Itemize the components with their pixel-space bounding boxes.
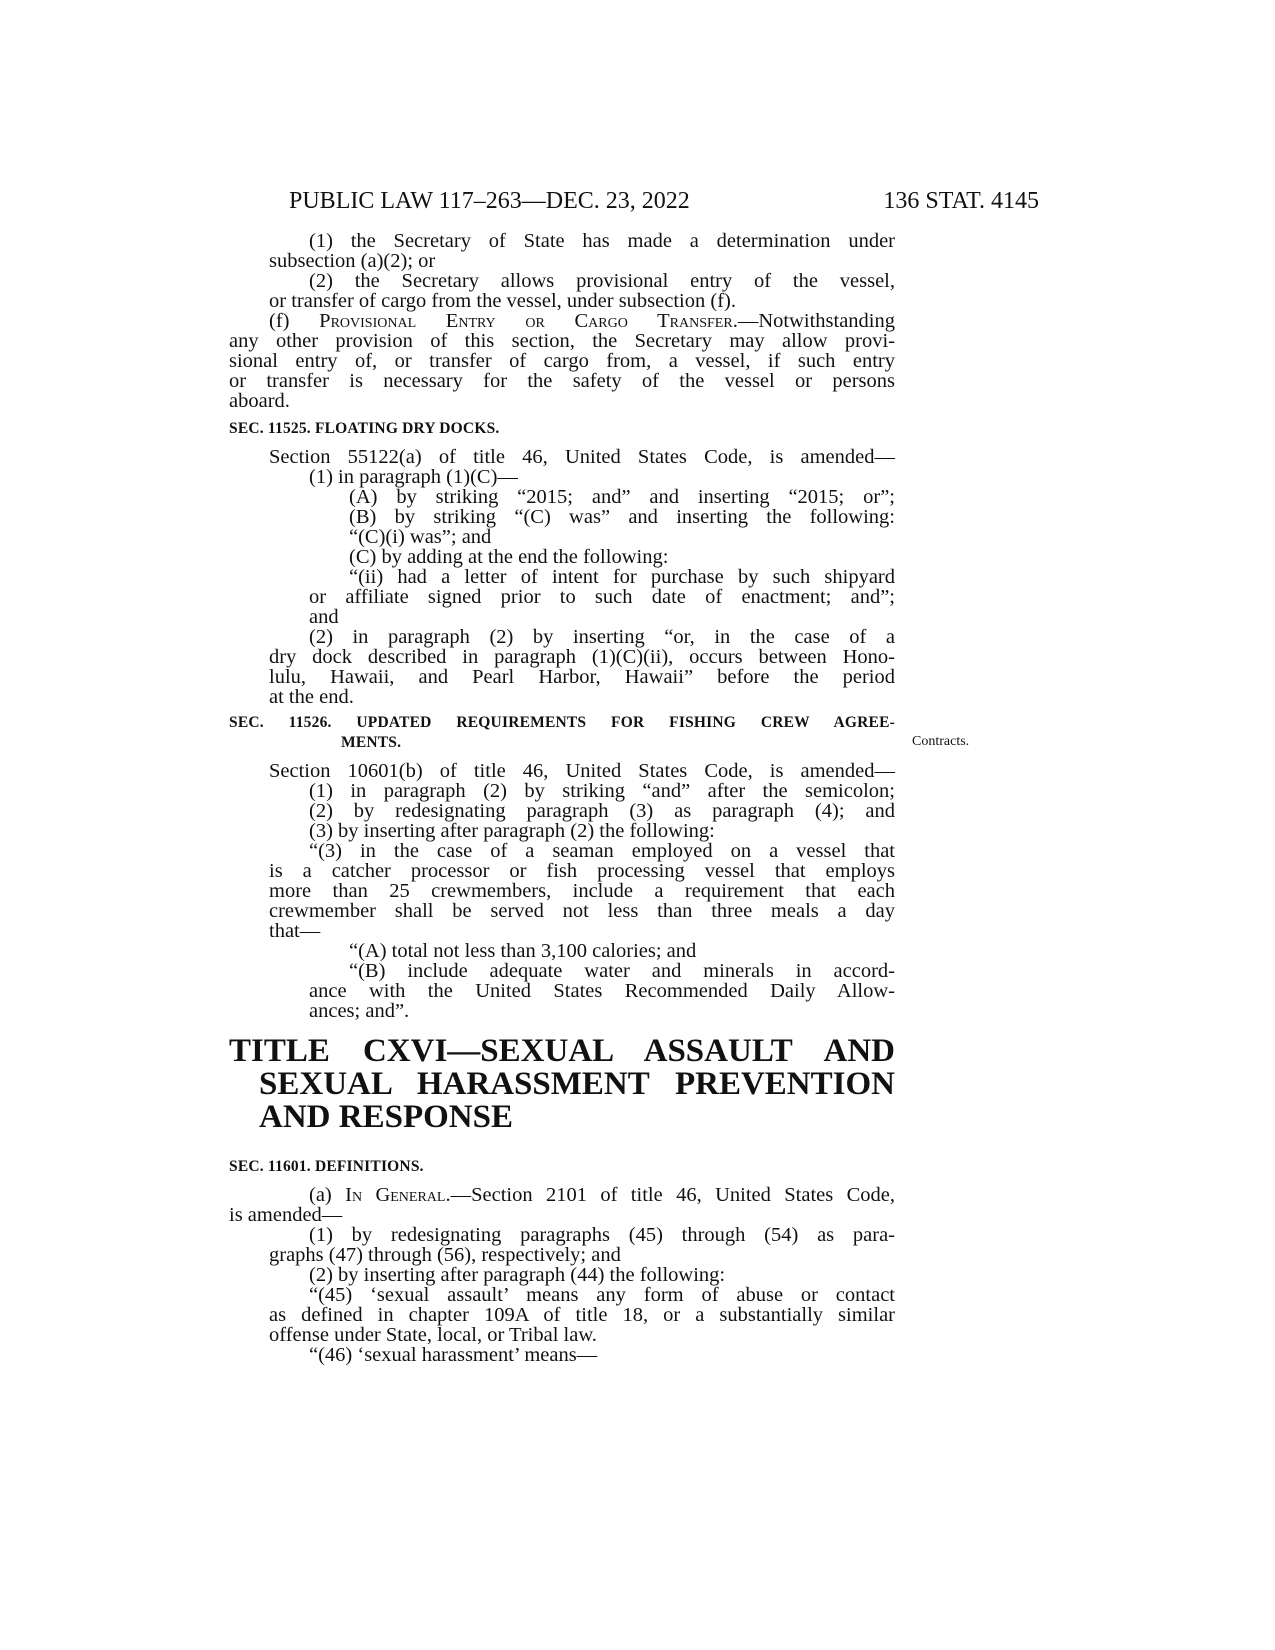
text-line: sional entry of, or transfer of cargo from, a vessel, if such entry: [229, 350, 895, 372]
text-line: ance with the United States Recommended Daily Allow-: [309, 980, 895, 1002]
text-line: ances; and”.: [309, 1000, 410, 1022]
text-line: “(ii) had a letter of intent for purchase by such shipyard: [349, 566, 895, 588]
text-line: (2) the Secretary allows provisional entry of the vessel,: [309, 270, 895, 292]
text-line: dry dock described in paragraph (1)(C)(ii), occurs between Hono-: [269, 646, 895, 668]
section-heading-11526: SEC. 11526. UPDATED REQUIREMENTS FOR FISHING CREW AGREE-: [229, 714, 895, 731]
text-line: lulu, Hawaii, and Pearl Harbor, Hawaii” before the period: [269, 666, 895, 688]
section-heading-11525: SEC. 11525. FLOATING DRY DOCKS.: [229, 420, 500, 437]
text-line: “(C)(i) was”; and: [349, 526, 492, 548]
text-line: “(45) ‘sexual assault’ means any form of abuse or contact: [309, 1284, 895, 1306]
text-line: Section 10601(b) of title 46, United States Code, is amended—: [269, 760, 895, 782]
stat-page-number: 136 STAT. 4145: [883, 188, 1039, 214]
text-line: as defined in chapter 109A of title 18, or a substantially similar: [269, 1304, 895, 1326]
text-line: more than 25 crewmembers, include a requirement that each: [269, 880, 895, 902]
text-line: or transfer is necessary for the safety of the vessel or persons: [229, 370, 895, 392]
text-line: (C) by adding at the end the following:: [349, 546, 669, 568]
text-line: (1) in paragraph (1)(C)—: [309, 466, 518, 488]
running-head: PUBLIC LAW 117–263—DEC. 23, 2022: [289, 188, 690, 214]
text-line: (2) in paragraph (2) by inserting “or, in the case of a: [309, 626, 895, 648]
title-heading: AND RESPONSE: [259, 1099, 513, 1135]
title-heading: SEXUAL HARASSMENT PREVENTION: [259, 1066, 895, 1102]
text-line: “(3) in the case of a seaman employed on a vessel that: [309, 840, 895, 862]
section-heading-11526-cont: MENTS.: [341, 734, 402, 751]
text-line: or affiliate signed prior to such date of enactment; and”;: [309, 586, 895, 608]
page-header: [229, 188, 1039, 218]
text-line: that—: [269, 920, 321, 942]
text-line: aboard.: [229, 390, 290, 412]
subsection-f-heading: Provisional Entry or Cargo Transfer.: [319, 310, 738, 332]
text-line: and: [309, 606, 339, 628]
text-line: offense under State, local, or Tribal law.: [269, 1324, 597, 1346]
text-line: (A) by striking “2015; and” and inserting “2015; or”;: [349, 486, 895, 508]
text-line: (B) by striking “(C) was” and inserting the following:: [349, 506, 895, 528]
text-line: (1) by redesignating paragraphs (45) through (54) as para-: [309, 1224, 895, 1246]
section-heading-11601: SEC. 11601. DEFINITIONS.: [229, 1158, 424, 1175]
subsection-a-line: (a) In General.—Section 2101 of title 46, United States Code,: [309, 1184, 895, 1206]
text-line: (2) by inserting after paragraph (44) the following:: [309, 1264, 726, 1286]
text-line: or transfer of cargo from the vessel, under subsection (f).: [269, 290, 736, 312]
text-line: “(46) ‘sexual harassment’ means—: [309, 1344, 598, 1366]
text-line: (1) in paragraph (2) by striking “and” after the semicolon;: [309, 780, 895, 802]
text-line: crewmember shall be served not less than three meals a day: [269, 900, 895, 922]
text-line: at the end.: [269, 686, 354, 708]
subsection-f-line: (f) Provisional Entry or Cargo Transfer.—Notwithstanding: [269, 310, 895, 332]
text-line: graphs (47) through (56), respectively; and: [269, 1244, 621, 1266]
text-line: (2) by redesignating paragraph (3) as paragraph (4); and: [309, 800, 895, 822]
text-line: “(B) include adequate water and minerals in accord-: [349, 960, 895, 982]
text-line: (1) the Secretary of State has made a determination under: [309, 230, 895, 252]
margin-note-contracts: Contracts.: [912, 734, 970, 749]
text-line: any other provision of this section, the Secretary may allow provi-: [229, 330, 895, 352]
title-heading: TITLE CXVI—SEXUAL ASSAULT AND: [229, 1033, 895, 1069]
text-line: Section 55122(a) of title 46, United States Code, is amended—: [269, 446, 895, 468]
subsection-a-heading: In General.: [345, 1184, 451, 1206]
text-line: “(A) total not less than 3,100 calories; and: [349, 940, 697, 962]
text-line: is a catcher processor or fish processing vessel that employs: [269, 860, 895, 882]
text-line: (3) by inserting after paragraph (2) the following:: [309, 820, 715, 842]
text-line: is amended—: [229, 1204, 343, 1226]
text-line: subsection (a)(2); or: [269, 250, 436, 272]
